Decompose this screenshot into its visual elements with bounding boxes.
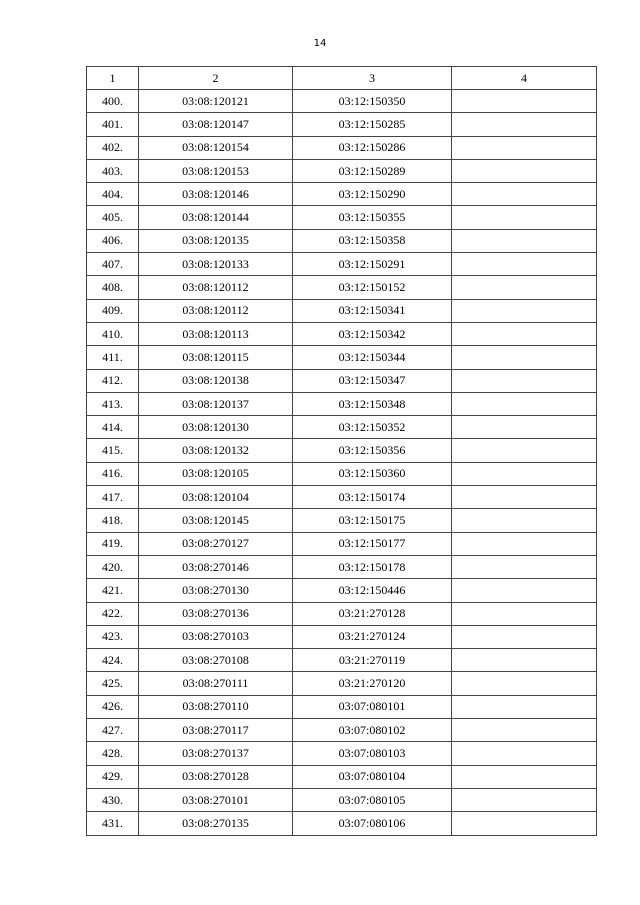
table-cell [452,229,597,252]
table-cell: 03:08:120132 [139,439,293,462]
table-cell: 412. [87,369,139,392]
table-cell [452,719,597,742]
table-cell: 03:12:150347 [293,369,452,392]
table-body [87,90,597,836]
table-cell: 03:08:270101 [139,788,293,811]
table-cell: 03:07:080103 [293,742,452,765]
table-cell [452,695,597,718]
table-cell: 03:08:270110 [139,695,293,718]
table-cell: 03:07:080101 [293,695,452,718]
table-row [87,113,597,136]
table-cell: 03:08:120115 [139,346,293,369]
table-cell: 03:08:120153 [139,159,293,182]
table-cell: 03:08:270135 [139,812,293,835]
table-cell: 03:08:120121 [139,90,293,113]
table-cell: 03:07:080104 [293,765,452,788]
table-cell: 03:12:150341 [293,299,452,322]
table-cell: 421. [87,579,139,602]
table-cell [452,555,597,578]
table-cell [452,183,597,206]
table-cell: 03:08:270137 [139,742,293,765]
table-row [87,555,597,578]
table-cell: 420. [87,555,139,578]
table-cell [452,579,597,602]
table-cell: 03:08:270128 [139,765,293,788]
table-cell: 03:08:120112 [139,276,293,299]
table-cell: 03:08:120130 [139,416,293,439]
table-cell: 03:12:150178 [293,555,452,578]
table-cell: 424. [87,649,139,672]
table-row [87,788,597,811]
table-cell: 03:08:120133 [139,253,293,276]
table-cell: 406. [87,229,139,252]
table-cell [452,672,597,695]
table-cell: 426. [87,695,139,718]
table-cell: 03:07:080105 [293,788,452,811]
table-cell: 03:12:150289 [293,159,452,182]
table-row [87,765,597,788]
table-cell: 03:08:270130 [139,579,293,602]
data-table [86,66,597,836]
table-cell: 418. [87,509,139,532]
table-row [87,486,597,509]
table-cell: 03:12:150177 [293,532,452,555]
table-cell: 03:12:150291 [293,253,452,276]
table-cell: 03:08:120104 [139,486,293,509]
table-cell: 03:08:270117 [139,719,293,742]
table-row [87,509,597,532]
table-cell: 03:08:120135 [139,229,293,252]
table-row [87,183,597,206]
table-cell: 03:12:150342 [293,322,452,345]
column-header: 3 [293,67,452,90]
table-cell: 03:12:150344 [293,346,452,369]
table-cell [452,392,597,415]
table-row [87,392,597,415]
table-cell: 03:21:270120 [293,672,452,695]
table-cell: 03:21:270119 [293,649,452,672]
table-row [87,812,597,835]
table-cell [452,486,597,509]
table-cell: 03:12:150360 [293,462,452,485]
table-cell [452,299,597,322]
table-cell: 03:12:150358 [293,229,452,252]
table-cell: 03:08:120154 [139,136,293,159]
table-cell: 03:08:270111 [139,672,293,695]
table-cell [452,649,597,672]
table-cell: 415. [87,439,139,462]
table-cell: 411. [87,346,139,369]
table-cell: 405. [87,206,139,229]
table-cell [452,322,597,345]
table-cell: 03:07:080106 [293,812,452,835]
table-cell: 407. [87,253,139,276]
table-cell: 413. [87,392,139,415]
table-row [87,159,597,182]
table-cell [452,369,597,392]
table-cell: 03:12:150352 [293,416,452,439]
table-cell: 03:07:080102 [293,719,452,742]
table-row [87,695,597,718]
column-header: 2 [139,67,293,90]
table-cell: 03:12:150286 [293,136,452,159]
table-cell: 427. [87,719,139,742]
table-cell: 03:12:150175 [293,509,452,532]
table-cell: 03:08:270127 [139,532,293,555]
table-cell: 402. [87,136,139,159]
table-cell: 03:12:150356 [293,439,452,462]
table-cell: 03:12:150152 [293,276,452,299]
table-cell: 416. [87,462,139,485]
table-row [87,299,597,322]
table-cell: 03:08:120105 [139,462,293,485]
table-cell: 03:12:150446 [293,579,452,602]
table-cell: 03:08:120137 [139,392,293,415]
table-cell: 03:21:270128 [293,602,452,625]
table-row [87,90,597,113]
column-header: 1 [87,67,139,90]
table-cell: 03:12:150174 [293,486,452,509]
table-cell [452,625,597,648]
table-cell: 419. [87,532,139,555]
table-cell [452,416,597,439]
table-cell [452,812,597,835]
table-cell: 03:08:120112 [139,299,293,322]
table-row [87,136,597,159]
table-cell: 03:12:150350 [293,90,452,113]
table-cell: 03:08:120146 [139,183,293,206]
table-cell [452,346,597,369]
table-cell: 03:12:150290 [293,183,452,206]
table-cell: 03:08:270108 [139,649,293,672]
table-cell: 417. [87,486,139,509]
table-cell [452,765,597,788]
table-cell [452,136,597,159]
table-cell: 425. [87,672,139,695]
table-cell: 03:08:120113 [139,322,293,345]
table-cell: 410. [87,322,139,345]
table-cell: 03:12:150348 [293,392,452,415]
table-cell: 409. [87,299,139,322]
table-row [87,253,597,276]
table-row [87,672,597,695]
table-cell: 414. [87,416,139,439]
table-row [87,369,597,392]
table-cell: 401. [87,113,139,136]
table-cell: 422. [87,602,139,625]
table-row [87,719,597,742]
table-row [87,322,597,345]
table-cell: 429. [87,765,139,788]
table-cell: 430. [87,788,139,811]
table-cell [452,439,597,462]
column-header: 4 [452,67,597,90]
table-cell [452,532,597,555]
table-row [87,206,597,229]
table-cell: 03:08:120147 [139,113,293,136]
table-cell: 03:12:150355 [293,206,452,229]
table-cell: 03:08:270146 [139,555,293,578]
table-cell [452,788,597,811]
table-cell [452,742,597,765]
table-cell: 403. [87,159,139,182]
table-cell: 03:08:270136 [139,602,293,625]
table-row [87,532,597,555]
table-row [87,649,597,672]
table-cell: 03:08:120138 [139,369,293,392]
table-cell: 408. [87,276,139,299]
table-cell: 431. [87,812,139,835]
table-cell: 03:08:270103 [139,625,293,648]
table-cell [452,276,597,299]
table-cell [452,509,597,532]
table-row [87,625,597,648]
table-row [87,579,597,602]
table-cell: 03:12:150285 [293,113,452,136]
table-cell: 400. [87,90,139,113]
table-cell: 03:08:120145 [139,509,293,532]
table-cell [452,602,597,625]
table-cell [452,206,597,229]
table-cell: 03:21:270124 [293,625,452,648]
table-cell [452,159,597,182]
table-row [87,602,597,625]
table-cell: 404. [87,183,139,206]
table-row [87,229,597,252]
table-cell: 428. [87,742,139,765]
table-row [87,416,597,439]
page-number: 14 [313,38,327,49]
table-header-row [87,67,597,90]
table-cell [452,90,597,113]
table-row [87,276,597,299]
table-cell [452,253,597,276]
table-cell: 03:08:120144 [139,206,293,229]
table-row [87,742,597,765]
table-row [87,462,597,485]
table-cell [452,113,597,136]
table-row [87,346,597,369]
table-cell [452,462,597,485]
table-cell: 423. [87,625,139,648]
table-row [87,439,597,462]
